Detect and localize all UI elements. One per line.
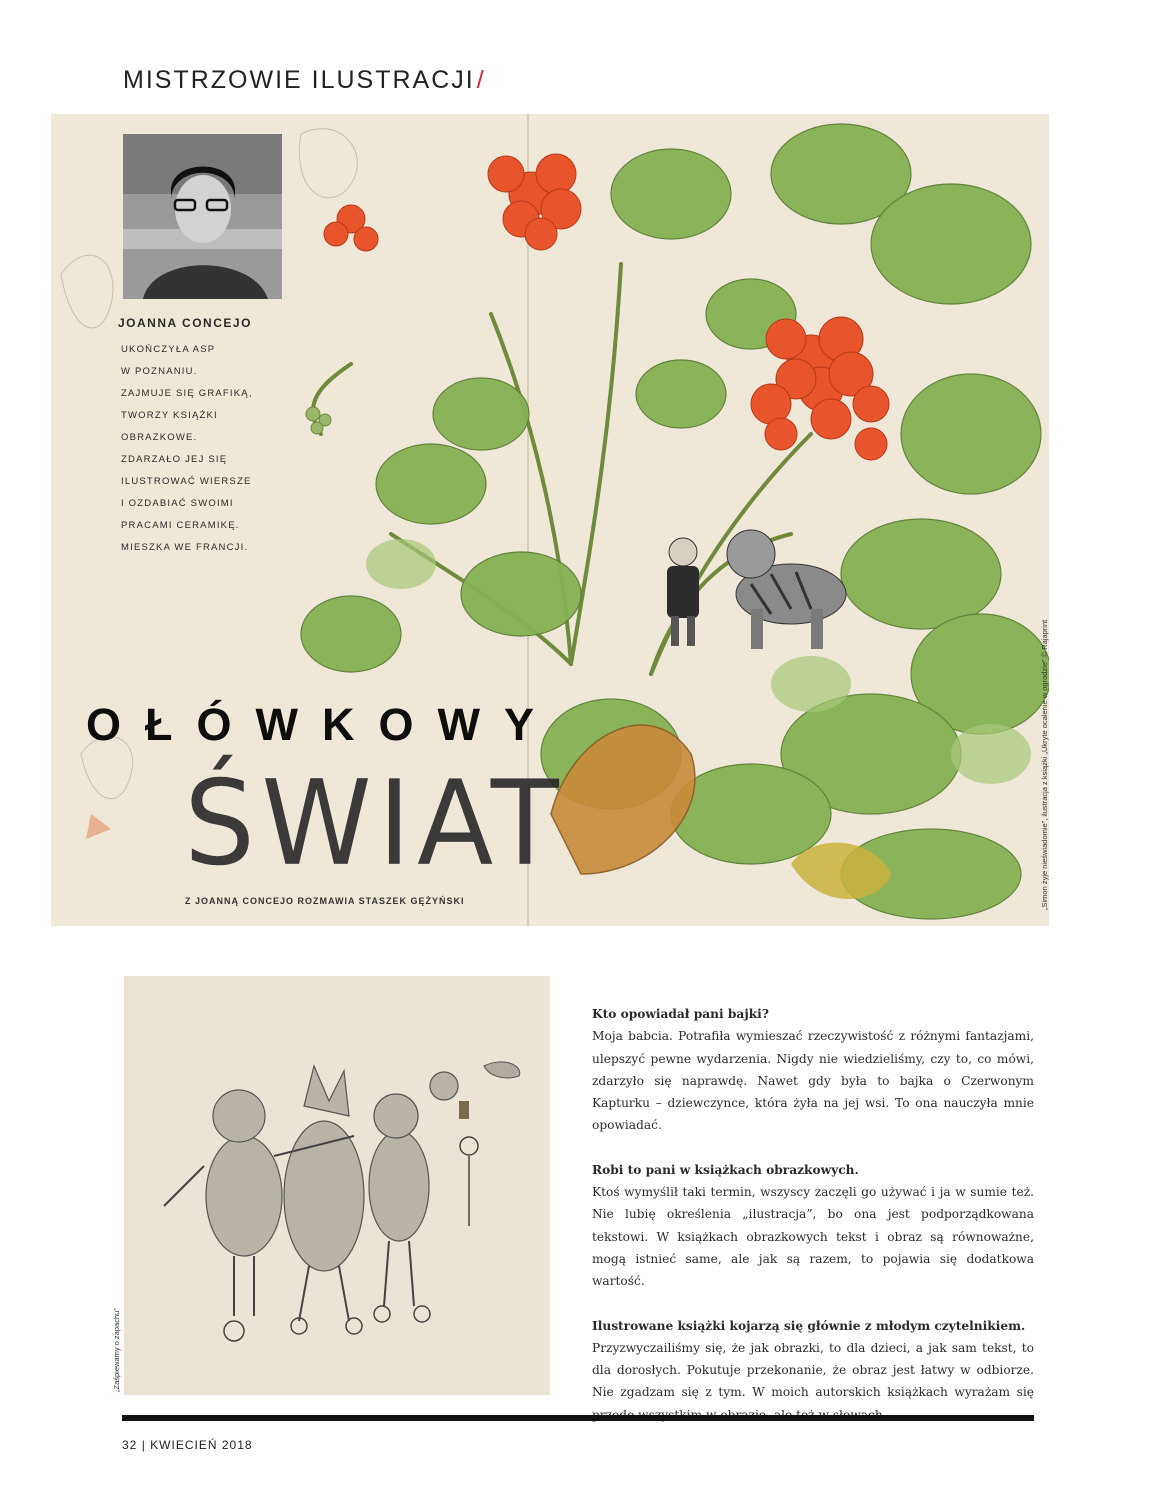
bio-line: UKOŃCZYŁA ASP (121, 344, 216, 355)
byline: Z JOANNĄ CONCEJO ROZMAWIA STASZEK GĘŻYŃSKI (185, 896, 465, 906)
interview-answer: Przyzwyczailiśmy się, że jak obrazki, to dla dzieci, a jak sam tekst, to dla dorosłych. Pokutuje przekonanie, że obraz jest łatwy w odbiorze. Nie zgadzam się z tym. W moich autorskich książkach wyrażam się (592, 1340, 1034, 1400)
bio-line: W POZNANIU. (121, 366, 198, 377)
hero-photo-credit: „Simon żyje nieświadomie”, ilustracja z książki „Ukryte ocalenie w ogrodzie” © Rajaprint (1040, 619, 1049, 910)
interview-question: Kto opowiadał pani bajki? (592, 1007, 769, 1021)
bio-text (121, 339, 253, 559)
bio-line: ZDARZAŁO JEJ SIĘ (121, 454, 228, 465)
page-number: 32 (122, 1438, 138, 1452)
bio-line: ILUSTROWAĆ WIERSZE (121, 476, 252, 487)
bio-line: OBRAZKOWE. (121, 432, 198, 443)
interview-article (592, 1003, 1034, 1426)
bio-name: JOANNA CONCEJO (118, 316, 252, 330)
headline-line-2: ŚWIAT (184, 756, 566, 893)
section-header (123, 66, 486, 95)
footer-separator: | (141, 1438, 146, 1452)
illustration-credit: „Zaśpiewamy o zapachu” (112, 1308, 121, 1392)
page-footer (122, 1438, 253, 1452)
author-portrait (123, 134, 282, 299)
dancing-figures-illustration (124, 976, 550, 1395)
footer-rule (122, 1415, 1034, 1421)
section-title: MISTRZOWIE ILUSTRACJI (123, 66, 475, 94)
section-slash: / (476, 66, 486, 94)
interview-answer: Moja babcia. Potrafiła wymieszać rzeczywistość z różnymi fantazjami, ulepszyć pewne wydarzenia. Nigdy nie wiedzieliśmy, czy to, co mówi, zdarzyło się naprawdę. Nawet gdy była to bajka o Czerwonym Kapturku – dziewczynce, która żyła na jej wsi. To ona nauczyła mnie opowiadać. (592, 1029, 1034, 1133)
interview-question: Ilustrowane książki kojarzą się głównie z młodym czytelnikiem. (592, 1318, 1026, 1333)
bio-line: PRACAMI CERAMIKĘ. (121, 520, 240, 531)
bio-line: ZAJMUJE SIĘ GRAFIKĄ, (121, 388, 253, 399)
issue-date: KWIECIEŃ 2018 (150, 1438, 253, 1452)
interview-answer: Ktoś wymyślił taki termin, wszyscy zaczęli go używać i ja w sumie też. Nie lubię określenia „ilustracja”, bo ona jest podporządkowana tekstowi. W książkach obrazkowych tekst i obraz są równoważne, mogą istnieć same, ale jak są razem, to pojawia się dodatkowa wartość. (592, 1185, 1034, 1289)
hero-illustration (51, 114, 1049, 926)
interview-question: Robi to pani w książkach obrazkowych. (592, 1162, 859, 1177)
bio-line: MIESZKA WE FRANCJI. (121, 542, 249, 553)
headline-line-1: OŁÓWKOWY (86, 699, 558, 750)
bio-line: I OZDABIAĆ SWOIMI (121, 498, 234, 509)
bio-line: TWORZY KSIĄŻKI (121, 410, 218, 421)
